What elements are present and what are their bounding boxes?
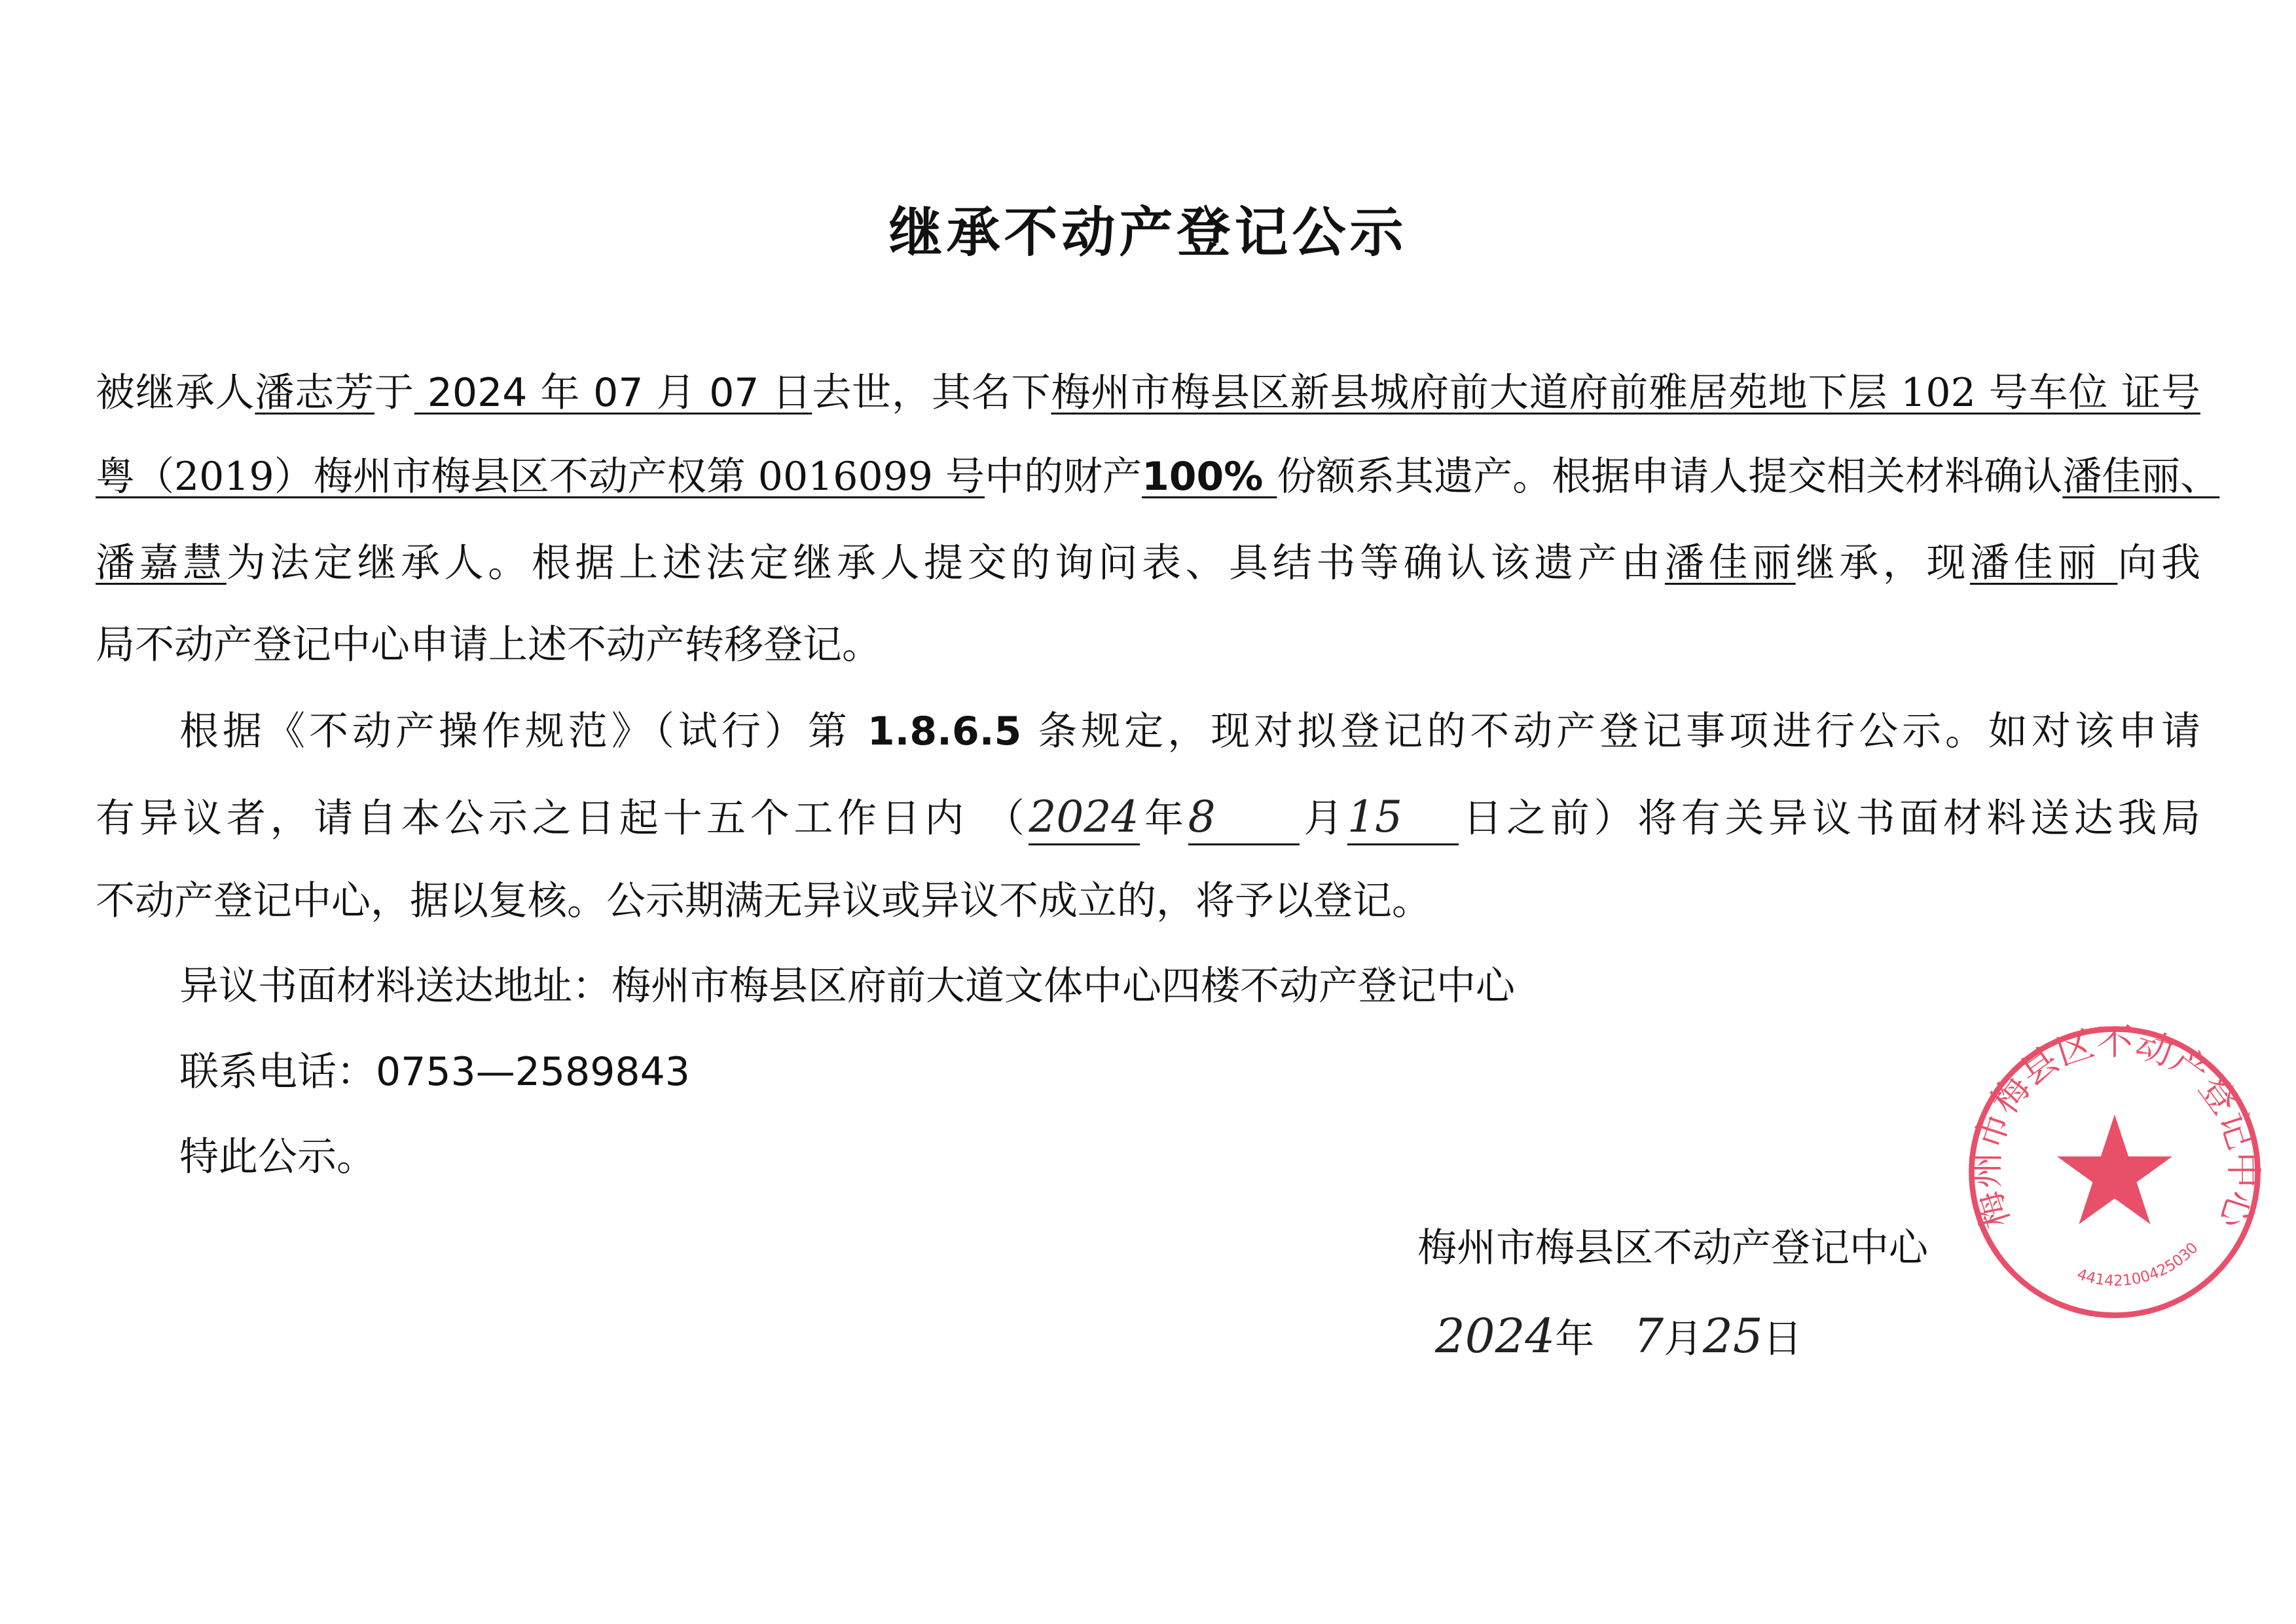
objection-address — [179, 960, 1515, 1012]
text: 有异议者，请自本公示之日起十五个工作日内 （ — [96, 796, 1029, 841]
regulation-article: 1.8.6.5 — [867, 709, 1022, 754]
document-title: 继承不动产登记公示 — [888, 202, 1408, 264]
text: 根据《不动产操作规范》（试行）第 — [179, 709, 867, 754]
address-label: 异议书面材料送达地址： — [179, 963, 611, 1009]
contact-phone — [179, 1046, 690, 1098]
p1-line-1 — [96, 367, 2200, 419]
p1-line-3 — [96, 537, 2200, 589]
p1-line-4: 局不动产登记中心申请上述不动产转移登记。 — [96, 622, 881, 668]
p2-line-1 — [179, 705, 2200, 758]
p2-line-2 — [96, 791, 2200, 845]
property-address: 梅州市梅县区新县城府前大道府前雅居苑地下层 102 号车位 证号 — [1051, 370, 2201, 416]
deadline-month: 8 — [1188, 791, 1300, 845]
text: 去世，其名下 — [812, 370, 1051, 416]
issue-month: 7 — [1633, 1308, 1664, 1363]
text: 条规定，现对拟登记的不动产登记事项进行公示。如对该申请 — [1021, 709, 2200, 754]
text: 继承，现 — [1795, 540, 1971, 586]
death-date: 2024 年 07 月 07 日 — [414, 370, 812, 416]
text: 日之前）将有关异议书面材料送达我局 — [1458, 796, 2201, 841]
issue-day: 25 — [1703, 1308, 1763, 1363]
seal-text: 梅州市梅县区不动产登记中心 — [1965, 1022, 2265, 1234]
share-percent: 100% — [1142, 454, 1277, 500]
text: 为法定继承人。根据上述法定继承人提交的询问表、具结书等确认该遗产由 — [226, 540, 1665, 586]
decedent-name: 潘志芳 — [255, 370, 374, 416]
phone-value: 0753—2589843 — [376, 1049, 690, 1095]
text: 月 — [1299, 796, 1347, 841]
phone-label: 联系电话： — [179, 1049, 376, 1095]
text: 于 — [374, 370, 414, 416]
official-seal — [1964, 1022, 2265, 1323]
deadline-year: 2024 — [1029, 791, 1140, 845]
text: 日 — [1762, 1316, 1802, 1362]
applicant-name: 潘佳丽 — [1970, 540, 2118, 586]
text: 月 — [1664, 1316, 1704, 1362]
text: 份额系其遗产。根据申请人提交相关材料确认 — [1277, 454, 2063, 500]
text: 被继承人 — [96, 370, 255, 416]
star-icon — [2057, 1115, 2172, 1225]
heir-name: 潘嘉慧 — [96, 540, 227, 586]
text: 年 — [1140, 796, 1188, 841]
issue-date — [1435, 1310, 1802, 1365]
seal-code: 44142100425030 — [2075, 1239, 2202, 1290]
address-value: 梅州市梅县区府前大道文体中心四楼不动产登记中心 — [611, 963, 1515, 1009]
p2-line-3: 不动产登记中心，据以复核。公示期满无异议或异议不成立的，将予以登记。 — [96, 878, 1431, 924]
p1-line-2 — [96, 451, 2220, 503]
inheritor-name: 潘佳丽 — [1664, 540, 1796, 586]
deadline-day: 15 — [1347, 791, 1459, 845]
text: 年 — [1555, 1316, 1595, 1362]
text: 中的财产 — [985, 454, 1142, 500]
closing-text: 特此公示。 — [179, 1134, 376, 1180]
issuer-name: 梅州市梅县区不动产登记中心 — [1417, 1225, 1928, 1271]
issue-year: 2024 — [1435, 1308, 1556, 1363]
heir-name: 潘佳丽、 — [2062, 454, 2220, 500]
text: 向我 — [2117, 540, 2201, 586]
certificate-number: 粤（2019）梅州市梅县区不动产权第 0016099 号 — [96, 454, 985, 500]
